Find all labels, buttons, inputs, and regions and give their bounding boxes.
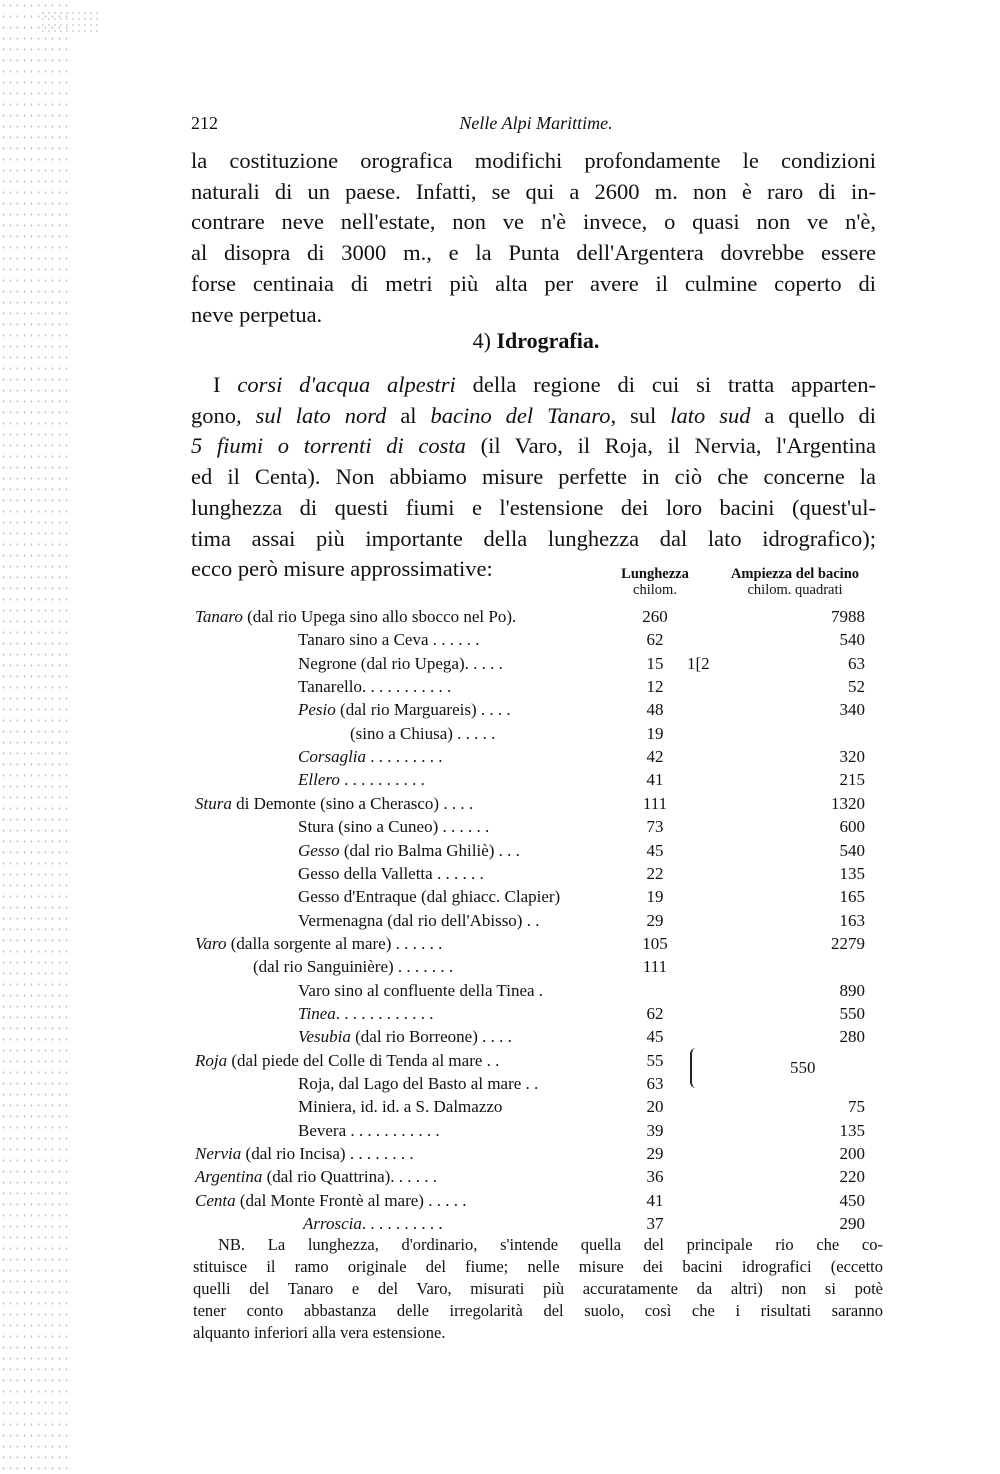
area-value: 540 [839, 630, 865, 650]
river-name: Tinea. . . . . . . . . . . . [298, 1003, 434, 1023]
body-paragraph [191, 370, 876, 585]
river-name: Roja, dal Lago del Basto al mare . . [298, 1074, 539, 1093]
area-value: 280 [839, 1027, 865, 1047]
river-name: Gesso (dal rio Balma Ghiliè) . . . [298, 840, 520, 860]
table-row [195, 934, 895, 957]
table-row [195, 841, 895, 864]
text-line: la costituzione orografica modifichi profondamente le condizioni [191, 148, 876, 173]
area-value: 450 [839, 1190, 865, 1210]
area-value: 200 [839, 1144, 865, 1164]
area-value: 550 [839, 1003, 865, 1023]
river-name: (dal rio Sanguinière) . . . . . . . [253, 957, 454, 977]
section-heading [191, 328, 881, 354]
area-value: 165 [839, 887, 865, 907]
table-row [195, 817, 895, 840]
area-value: 320 [839, 747, 865, 767]
area-value: 890 [839, 980, 865, 1000]
text-line: ecco però misure approssimative: [191, 556, 493, 582]
area-value: 1320 [831, 793, 865, 813]
text-line: alquanto inferiori alla vera estensione. [193, 1323, 446, 1342]
section-number: 4) [472, 328, 491, 353]
length-value: 62 [646, 630, 664, 650]
length-value: 20 [646, 1097, 664, 1117]
length-value: 111 [642, 793, 668, 813]
length-value: 37 [646, 1214, 664, 1234]
length-fraction: 1[2 [687, 653, 710, 673]
running-title: Nelle Alpi Marittime. [459, 113, 613, 133]
brace-icon [690, 1048, 704, 1088]
river-name: Gesso della Valletta . . . . . . [298, 863, 484, 883]
length-value: 39 [646, 1120, 664, 1140]
page-header [191, 113, 881, 139]
scan-noise-margin [0, 0, 70, 1474]
river-name: Tanarello. . . . . . . . . . . [298, 677, 452, 697]
table-row [195, 630, 895, 653]
length-value: 41 [646, 770, 664, 790]
text-line: al disopra di 3000 m., e la Punta dell'Argentera dovrebbe essere [191, 240, 876, 266]
river-name: Stura (sino a Cuneo) . . . . . . [298, 817, 490, 837]
area-value: 340 [839, 700, 865, 720]
length-value: 19 [646, 887, 664, 907]
text-line: stituisce il ramo originale del fiume; nelle misure dei bacini idrografici (eccetto [193, 1257, 883, 1276]
text-line: ed il Centa). Non abbiamo misure perfette in ciò che concerne la [191, 464, 876, 490]
river-name: Tanaro (dal rio Upega sino allo sbocco nel Po). [195, 607, 517, 626]
length-value: 45 [646, 840, 664, 860]
column-header-length: Lunghezza chilom. [621, 566, 689, 598]
table-row [195, 1191, 895, 1214]
river-name: Argentina (dal rio Quattrina). . . . . . [195, 1167, 438, 1187]
length-value: 41 [646, 1190, 664, 1210]
river-name: Miniera, id. id. a S. Dalmazzo [298, 1097, 503, 1117]
section-title: Idrografia. [496, 328, 600, 353]
table-row [195, 1144, 895, 1167]
river-name: Arroscia. . . . . . . . . . [303, 1214, 443, 1234]
area-value: 600 [839, 817, 865, 837]
river-name: Corsaglia . . . . . . . . . [298, 747, 443, 767]
river-name: (sino a Chiusa) . . . . . [350, 723, 496, 743]
table-row [195, 911, 895, 934]
intro-paragraph [191, 146, 876, 330]
text-line: lunghezza di questi fiumi e l'estensione dei loro bacini (quest'ul- [191, 494, 876, 520]
table-row [195, 770, 895, 793]
length-value: 22 [646, 863, 664, 883]
table-row [195, 887, 895, 910]
river-name: Varo (dalla sorgente al mare) . . . . . . [195, 933, 443, 953]
area-value: 220 [839, 1167, 865, 1187]
length-value: 63 [646, 1074, 664, 1093]
text-line: gono, sul lato nord al bacino del Tanaro, sul lato sud a quello di [191, 402, 876, 428]
table-row [195, 1027, 895, 1050]
text-line: I corsi d'acqua alpestri della regione di cui si tratta apparten- [213, 372, 876, 397]
river-name: Tanaro sino a Ceva . . . . . . [298, 630, 480, 650]
text-line: forse centinaia di metri più alta per avere il culmine coperto di [191, 270, 876, 296]
text-line: NB. La lunghezza, d'ordinario, s'intende quella del principale rio che co- [218, 1235, 883, 1254]
length-value: 42 [646, 747, 664, 767]
length-value: 73 [646, 817, 664, 837]
table-row [195, 1097, 895, 1120]
river-name: Varo sino al confluente della Tinea . [298, 980, 544, 1000]
river-name: Roja (dal piede del Colle di Tenda al mare . . [195, 1050, 500, 1070]
length-value: 62 [646, 1003, 664, 1023]
length-value: 36 [646, 1167, 664, 1187]
length-value: 29 [646, 910, 664, 930]
length-value: 48 [646, 700, 664, 720]
length-value: 260 [642, 607, 668, 626]
text-line: quelli del Tanaro e del Varo, misurati più accuratamente da altri) non si potè [193, 1279, 883, 1298]
table-row [195, 1121, 895, 1144]
river-name: Vesubia (dal rio Borreone) . . . . [298, 1027, 512, 1047]
river-name: Centa (dal Monte Frontè al mare) . . . . . [195, 1190, 467, 1210]
area-value: 75 [848, 1097, 865, 1117]
length-value: 55 [646, 1050, 664, 1070]
length-value: 19 [646, 723, 664, 743]
table-row [195, 607, 895, 630]
river-name: Pesio (dal rio Marguareis) . . . . [298, 700, 511, 720]
table-row [195, 700, 895, 723]
table-row [195, 747, 895, 770]
scan-noise-top [40, 10, 100, 35]
text-line: neve perpetua. [191, 301, 323, 327]
river-name: Negrone (dal rio Upega). . . . . [298, 653, 503, 673]
column-header-area: Ampiezza del bacino chilom. quadrati [730, 566, 860, 598]
table-row [195, 957, 895, 980]
river-name: Nervia (dal rio Incisa) . . . . . . . . [195, 1144, 414, 1164]
length-value: 111 [642, 957, 668, 977]
length-value: 29 [646, 1144, 664, 1164]
text-line: contrare neve nell'estate, non ve n'è invece, o quasi non ve n'è, [191, 209, 876, 235]
table-row [195, 677, 895, 700]
table-row [195, 1004, 895, 1027]
roja-merged-area: 550 [790, 1058, 816, 1077]
river-name: Stura di Demonte (sino a Cherasco) . . . . [195, 793, 474, 813]
area-value: 290 [839, 1214, 865, 1234]
river-name: Ellero . . . . . . . . . . [298, 770, 425, 790]
length-value: 15 [646, 653, 664, 673]
length-value: 45 [646, 1027, 664, 1047]
table-row [195, 654, 895, 677]
text-line: 5 fiumi o torrenti di costa (il Varo, il Roja, il Nervia, l'Argentina [191, 433, 876, 459]
area-value: 7988 [831, 607, 865, 626]
page-number: 212 [191, 113, 218, 133]
text-line: tima assai più importante della lunghezza dal lato idrografico); [191, 525, 876, 551]
river-name: Gesso d'Entraque (dal ghiacc. Clapier) [298, 887, 561, 907]
length-value: 105 [642, 933, 668, 953]
footnote [193, 1234, 883, 1344]
area-value: 63 [848, 653, 865, 673]
table-row [195, 1167, 895, 1190]
area-value: 2279 [831, 933, 865, 953]
text-line: naturali di un paese. Infatti, se qui a 2600 m. non è raro di in- [191, 178, 876, 204]
table-row [195, 724, 895, 747]
length-value: 12 [646, 677, 664, 697]
area-value: 540 [839, 840, 865, 860]
area-value: 52 [848, 677, 865, 697]
area-value: 135 [839, 1120, 865, 1140]
area-value: 135 [839, 863, 865, 883]
table-row [195, 864, 895, 887]
river-name: Bevera . . . . . . . . . . . [298, 1120, 440, 1140]
area-value: 163 [839, 910, 865, 930]
river-name: Vermenagna (dal rio dell'Abisso) . . [298, 910, 540, 930]
table-row [195, 981, 895, 1004]
table-row [195, 794, 895, 817]
area-value: 215 [839, 770, 865, 790]
text-line: tener conto abbastanza delle irregolarità del suolo, così che i risultati saranno [193, 1301, 883, 1320]
